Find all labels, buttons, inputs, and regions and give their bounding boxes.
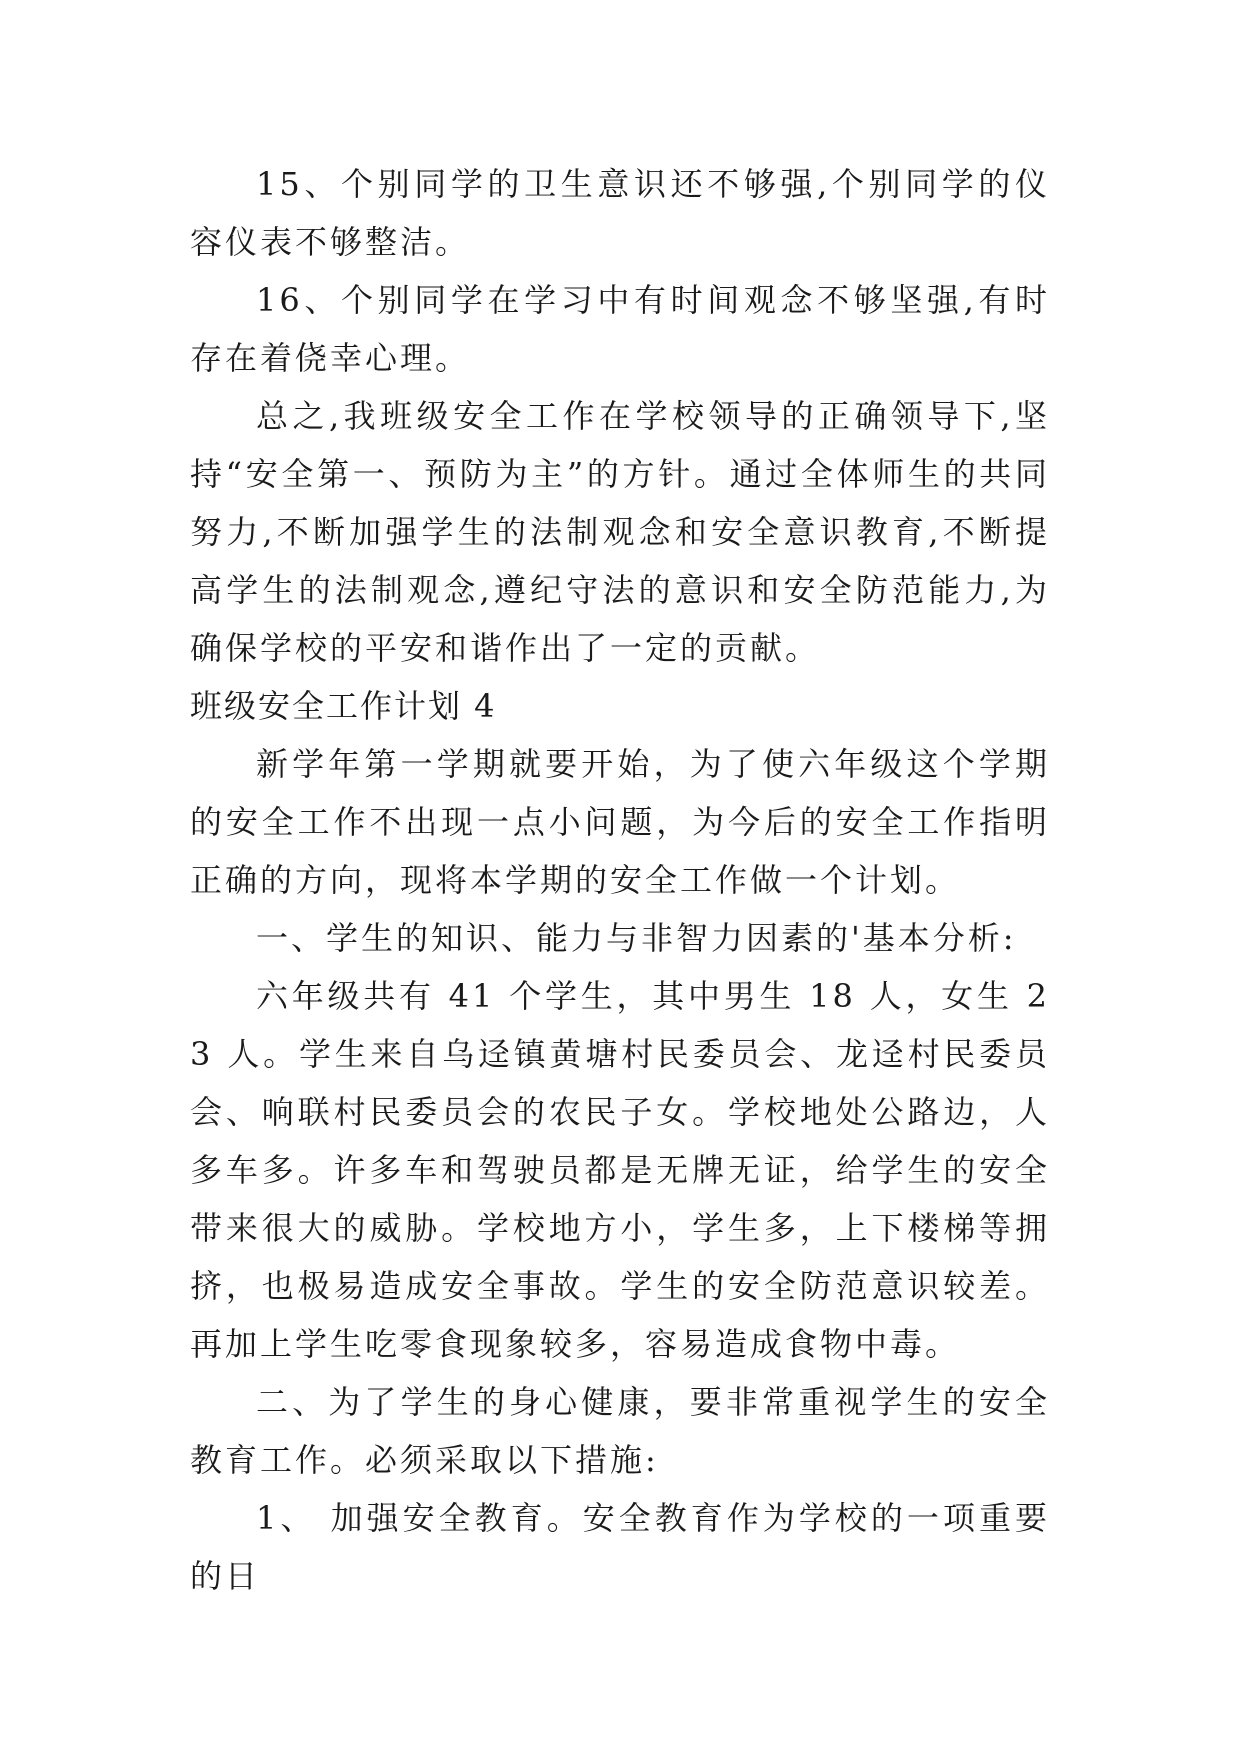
paragraph-item-16: 16、个别同学在学习中有时间观念不够坚强,有时存在着侥幸心理。 — [190, 281, 1050, 377]
paragraph-measure-1: 1、 加强安全教育。安全教育作为学校的一项重要的日 — [190, 1499, 1050, 1595]
paragraph-intro: 新学年第一学期就要开始，为了使六年级这个学期的安全工作不出现一点小问题，为今后的安全工作指明正确的方向，现将本学期的安全工作做一个计划。 — [190, 745, 1050, 899]
paragraph-section-one-title: 一、学生的知识、能力与非智力因素的'基本分析: — [256, 919, 1017, 957]
document-body — [190, 155, 1050, 1605]
paragraph-student-analysis: 六年级共有 41 个学生，其中男生 18 人，女生 23 人。学生来自乌迳镇黄塘村民委员会、龙迳村民委员会、响联村民委员会的农民子女。学校地处公路边，人多车多。许多车和驾驶员都是无牌无证，给学生的安全带来很大的威胁。学校地方小，学生多，上下楼梯等拥挤，也极易造成安全事故。学生的安全防范意识较差。再加上学生吃零食现象较多，容易造成食物中毒。 — [190, 977, 1050, 1363]
paragraph-summary: 总之,我班级安全工作在学校领导的正确领导下,坚持“安全第一、预防为主”的方针。通过全体师生的共同努力,不断加强学生的法制观念和安全意识教育,不断提高学生的法制观念,遵纪守法的意识和安全防范能力,为确保学校的平安和谐作出了一定的贡献。 — [190, 397, 1050, 667]
section-heading: 班级安全工作计划 4 — [190, 687, 497, 725]
paragraph-section-two-title: 二、为了学生的身心健康，要非常重视学生的安全教育工作。必须采取以下措施: — [190, 1383, 1050, 1479]
paragraph-item-15: 15、个别同学的卫生意识还不够强,个别同学的仪容仪表不够整洁。 — [190, 165, 1050, 261]
